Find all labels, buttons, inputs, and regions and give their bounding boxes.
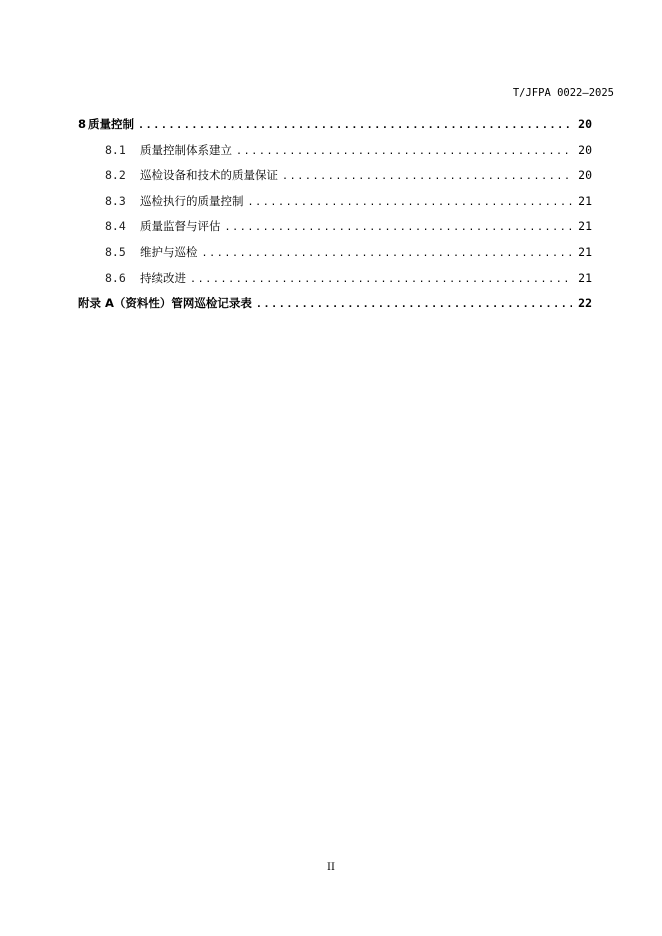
- toc-entry-title: 维护与巡检: [140, 244, 198, 259]
- toc-entry-number: 8.4: [105, 219, 126, 234]
- toc-entry-page: 20: [578, 117, 592, 131]
- toc-entry-title: 质量控制: [88, 117, 135, 131]
- toc-leader-dots: [282, 167, 572, 187]
- table-of-contents: [78, 114, 592, 319]
- toc-entry-8-2[interactable]: [78, 165, 592, 191]
- toc-leader-dots: [248, 193, 573, 213]
- toc-leader-dots: [190, 270, 572, 290]
- toc-entry-title: 巡检设备和技术的质量保证: [140, 168, 278, 183]
- toc-entry-chapter-8[interactable]: [78, 114, 592, 140]
- toc-entry-8-3[interactable]: [78, 191, 592, 217]
- toc-entry-number: 8.1: [105, 142, 126, 157]
- toc-entry-number: 8.5: [105, 244, 126, 259]
- toc-entry-title: 质量控制体系建立: [140, 142, 232, 157]
- toc-entry-page: 22: [578, 296, 592, 311]
- toc-entry-title: 质量监督与评估: [140, 219, 221, 234]
- toc-entry-page: 20: [578, 168, 592, 183]
- toc-entry-page: 20: [578, 142, 592, 157]
- toc-entry-8-5[interactable]: [78, 242, 592, 268]
- toc-leader-dots: [256, 295, 572, 315]
- toc-entry-title: 附录 A（资料性）管网巡检记录表: [78, 296, 252, 311]
- page-number: II: [327, 862, 335, 873]
- toc-entry-number: 8.3: [105, 193, 126, 208]
- toc-leader-dots: [225, 218, 573, 238]
- toc-leader-dots: [202, 244, 573, 264]
- toc-entry-8-4[interactable]: [78, 216, 592, 242]
- toc-entry-page: 21: [578, 193, 592, 208]
- toc-entry-number: 8.2: [105, 168, 126, 183]
- toc-entry-number: 8.6: [105, 270, 126, 285]
- toc-entry-appendix-a[interactable]: [78, 293, 592, 319]
- document-id: T/JFPA 0022—2025: [512, 87, 614, 99]
- toc-entry-8-6[interactable]: [78, 268, 592, 294]
- toc-entry-title: 持续改进: [140, 270, 186, 285]
- toc-entry-title: 巡检执行的质量控制: [140, 193, 244, 208]
- toc-entry-8-1[interactable]: [78, 140, 592, 166]
- toc-entry-page: 21: [578, 244, 592, 259]
- toc-entry-page: 21: [578, 270, 592, 285]
- toc-entry-page: 21: [578, 219, 592, 234]
- toc-entry-number: 8: [78, 117, 87, 131]
- toc-leader-dots: [236, 142, 572, 162]
- toc-leader-dots: [138, 116, 572, 136]
